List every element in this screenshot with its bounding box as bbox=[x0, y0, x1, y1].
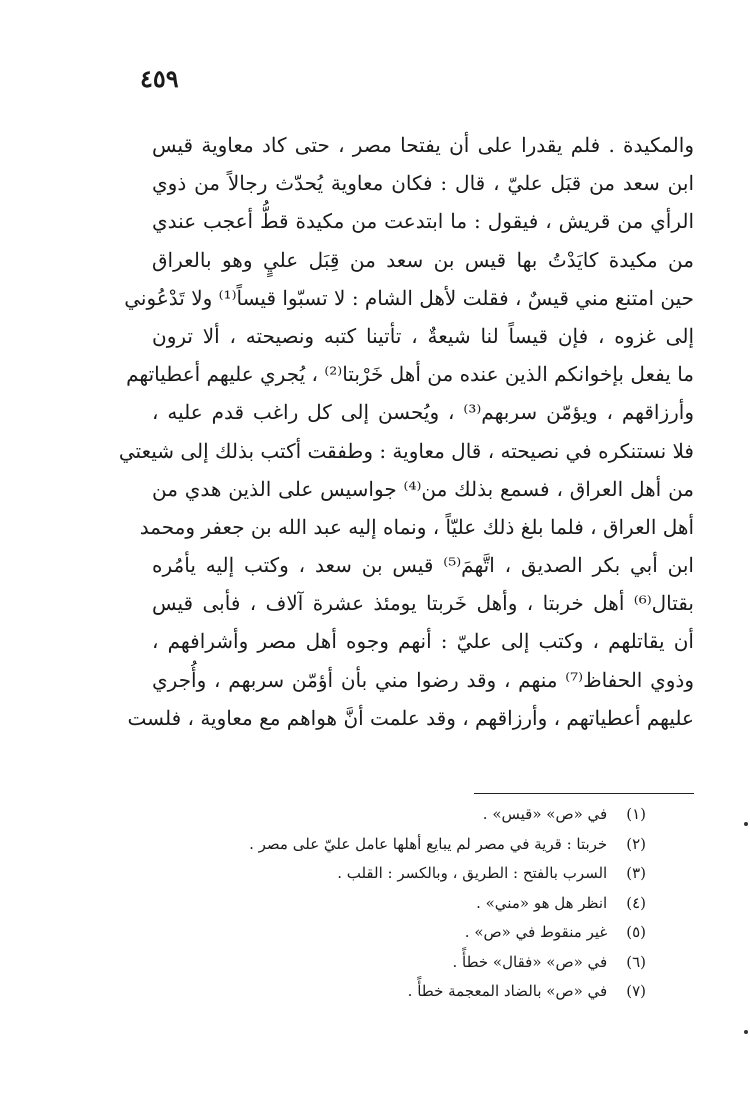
body-line: عليهم أعطياتهم ، وأرزاقهم ، وقد علمت أنَّ هواهم مع معاوية ، فلست bbox=[127, 705, 694, 730]
footnote bbox=[146, 977, 646, 1007]
body-line: من مكيدة كايَدْتُ بها قيس بن سعد من قِبَل عليٍ وهو بالعراق bbox=[152, 247, 694, 272]
footnote bbox=[146, 830, 646, 860]
body-line: فلا نستنكره في نصيحته ، قال معاوية : وطفقت أكتب بذلك إلى شيعتي bbox=[118, 438, 694, 463]
footnote-number: (٦) bbox=[626, 952, 646, 971]
footnote bbox=[146, 800, 646, 830]
footnote-text: السرب بالفتح : الطريق ، وبالكسر : القلب . bbox=[337, 864, 608, 882]
body-text bbox=[118, 126, 695, 737]
footnote-number: (٤) bbox=[626, 893, 646, 912]
footnotes bbox=[146, 800, 646, 1007]
footnote bbox=[146, 948, 646, 978]
footnote-number: (٣) bbox=[626, 864, 646, 882]
scan-speck bbox=[744, 822, 748, 826]
body-line: وذوي الحفاظ⁽⁷⁾ منهم ، وقد رضوا مني بأن أؤمّن سربهم ، وأُجري bbox=[152, 667, 694, 692]
footnote-number: (٥) bbox=[626, 923, 646, 941]
page-number: ٤٥٩ bbox=[140, 64, 179, 93]
body-line: من أهل العراق ، فسمع بذلك من⁽⁴⁾ جواسيس على الذين هدي من bbox=[152, 476, 695, 501]
body-line: وأرزاقهم ، ويؤمّن سربهم⁽³⁾ ، ويُحسن إلى كل راغب قدم عليه ، bbox=[152, 400, 695, 425]
footnote-number: (٢) bbox=[626, 834, 646, 853]
footnote bbox=[146, 859, 646, 889]
body-line: ابن أبي بكر الصديق ، اتَّهمَ⁽⁵⁾ قيس بن سعد ، وكتب إليه يأمُره bbox=[152, 553, 694, 578]
body-line: ما يفعل بإخوانكم الذين عنده من أهل خَرْبتا⁽²⁾ ، يُجري عليهم أعطياتهم bbox=[126, 362, 694, 387]
footnote bbox=[146, 889, 646, 919]
body-line: حين امتنع مني قيسٌ ، فقلت لأهل الشام : لا تسبّوا قيساً⁽¹⁾ ولا تَدْعُوني bbox=[124, 285, 694, 310]
footnote bbox=[146, 918, 646, 948]
body-line: والمكيدة . فلم يقدرا على أن يفتحا مصر ، حتى كاد معاوية قيس bbox=[152, 133, 694, 157]
footnote-text: في «ص» بالضاد المعجمة خطأً . bbox=[407, 982, 608, 1000]
body-line: الرأي من قريش ، فيقول : ما ابتدعت من مكيدة قطُّ أعجب عندي bbox=[152, 209, 694, 234]
footnote-text: في «ص» «فقال» خطأً . bbox=[452, 952, 608, 971]
footnote-text: خربتا : قرية في مصر لم يبايع أهلها عامل عليّ على مصر . bbox=[249, 834, 608, 853]
scan-speck bbox=[744, 1030, 748, 1034]
footnote-number: (٧) bbox=[626, 982, 646, 1000]
footnote-text: في «ص» «قيس» . bbox=[482, 805, 608, 823]
footnote-text: انظر هل هو «مني» . bbox=[476, 893, 608, 912]
footnote-divider bbox=[474, 793, 694, 794]
body-line: ابن سعد من قبَل عليّ ، قال : فكان معاوية يُحدّث رجالاً من ذوي bbox=[152, 171, 694, 196]
body-line: بقتال⁽⁶⁾ أهل خربتا ، وأهل خَربتا يومئذ عشرة آلاف ، فأبى قيس bbox=[152, 591, 694, 616]
body-line: أن يقاتلهم ، وكتب إلى عليّ : أنهم وجوه أهل مصر وأشرافهم ، bbox=[152, 629, 694, 654]
body-line: إلى غزوه ، فإن قيساً لنا شيعةٌ ، تأتينا كتبه ونصيحته ، ألا ترون bbox=[152, 323, 694, 348]
footnote-text: غير منقوط في «ص» . bbox=[464, 923, 608, 941]
body-line: أهل العراق ، فلما بلغ ذلك عليّاً ، ونماه إليه عبد الله بن جعفر ومحمد bbox=[139, 514, 694, 539]
footnote-number: (١) bbox=[626, 805, 646, 823]
